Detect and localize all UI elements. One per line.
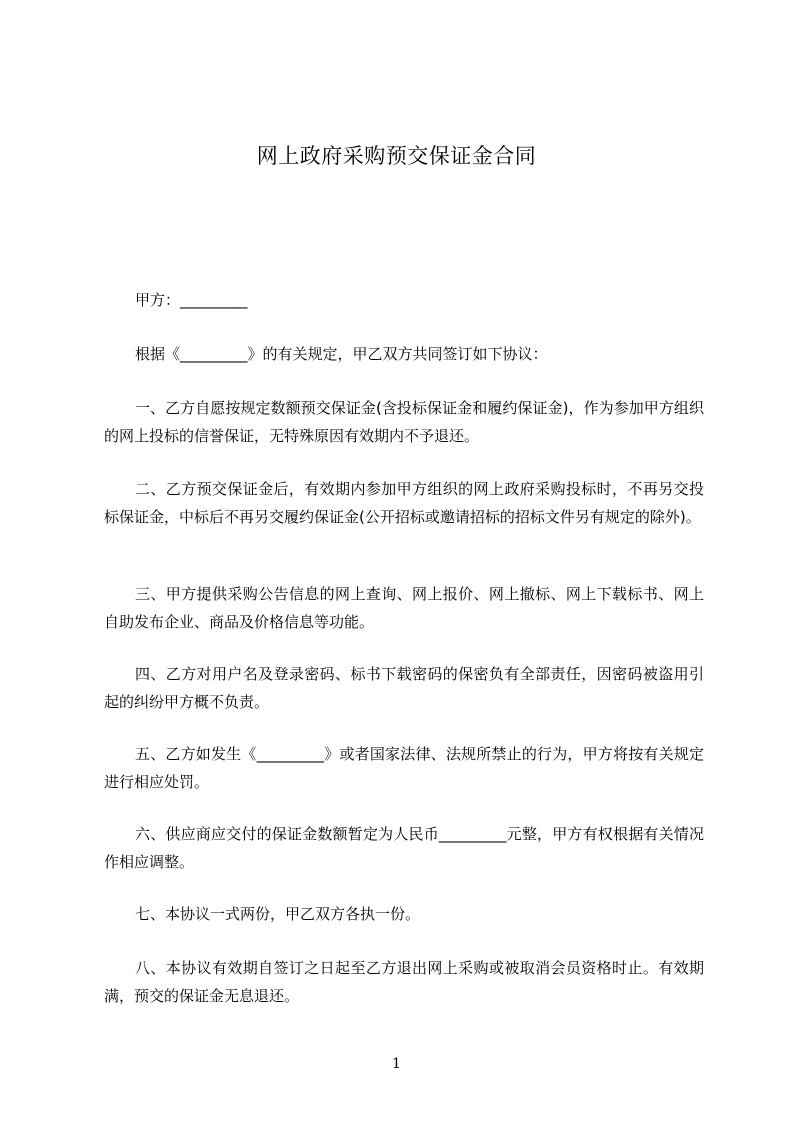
clause-7: 七、本协议一式两份，甲乙双方各执一份。 [135, 905, 421, 923]
clause-5: 五、乙方如发生《_________》或者国家法律、法规所禁止的行为，甲方将按有关规定进行相应处罚。 [104, 745, 704, 791]
clause-8: 八、本协议有效期自签订之日起至乙方退出网上采购或被取消会员资格时止。有效期满，预交的保证金无息退还。 [104, 959, 704, 1005]
clause-4: 四、乙方对用户名及登录密码、标书下载密码的保密负有全部责任，因密码被盗用引起的纠纷甲方概不负责。 [104, 665, 704, 711]
party-a-line: 甲方：_________ [135, 291, 248, 309]
agreement-basis: 根据《_________》的有关规定，甲乙双方共同签订如下协议： [135, 345, 548, 363]
document-title: 网上政府采购预交保证金合同 [256, 144, 537, 168]
clause-6: 六、供应商应交付的保证金数额暂定为人民币_________元整，甲方有权根据有关情况作相应调整。 [104, 825, 704, 871]
clause-1: 一、乙方自愿按规定数额预交保证金(含投标保证金和履约保证金)，作为参加甲方组织的网上投标的信誉保证，无特殊原因有效期内不予退还。 [104, 399, 704, 445]
clause-2: 二、乙方预交保证金后，有效期内参加甲方组织的网上政府采购投标时，不再另交投标保证金，中标后不再另交履约保证金(公开招标或邀请招标的招标文件另有规定的除外)。 [104, 480, 704, 526]
page-number: 1 [392, 1056, 401, 1072]
clause-3: 三、甲方提供采购公告信息的网上查询、网上报价、网上撤标、网上下载标书、网上自助发布企业、商品及价格信息等功能。 [104, 585, 704, 631]
